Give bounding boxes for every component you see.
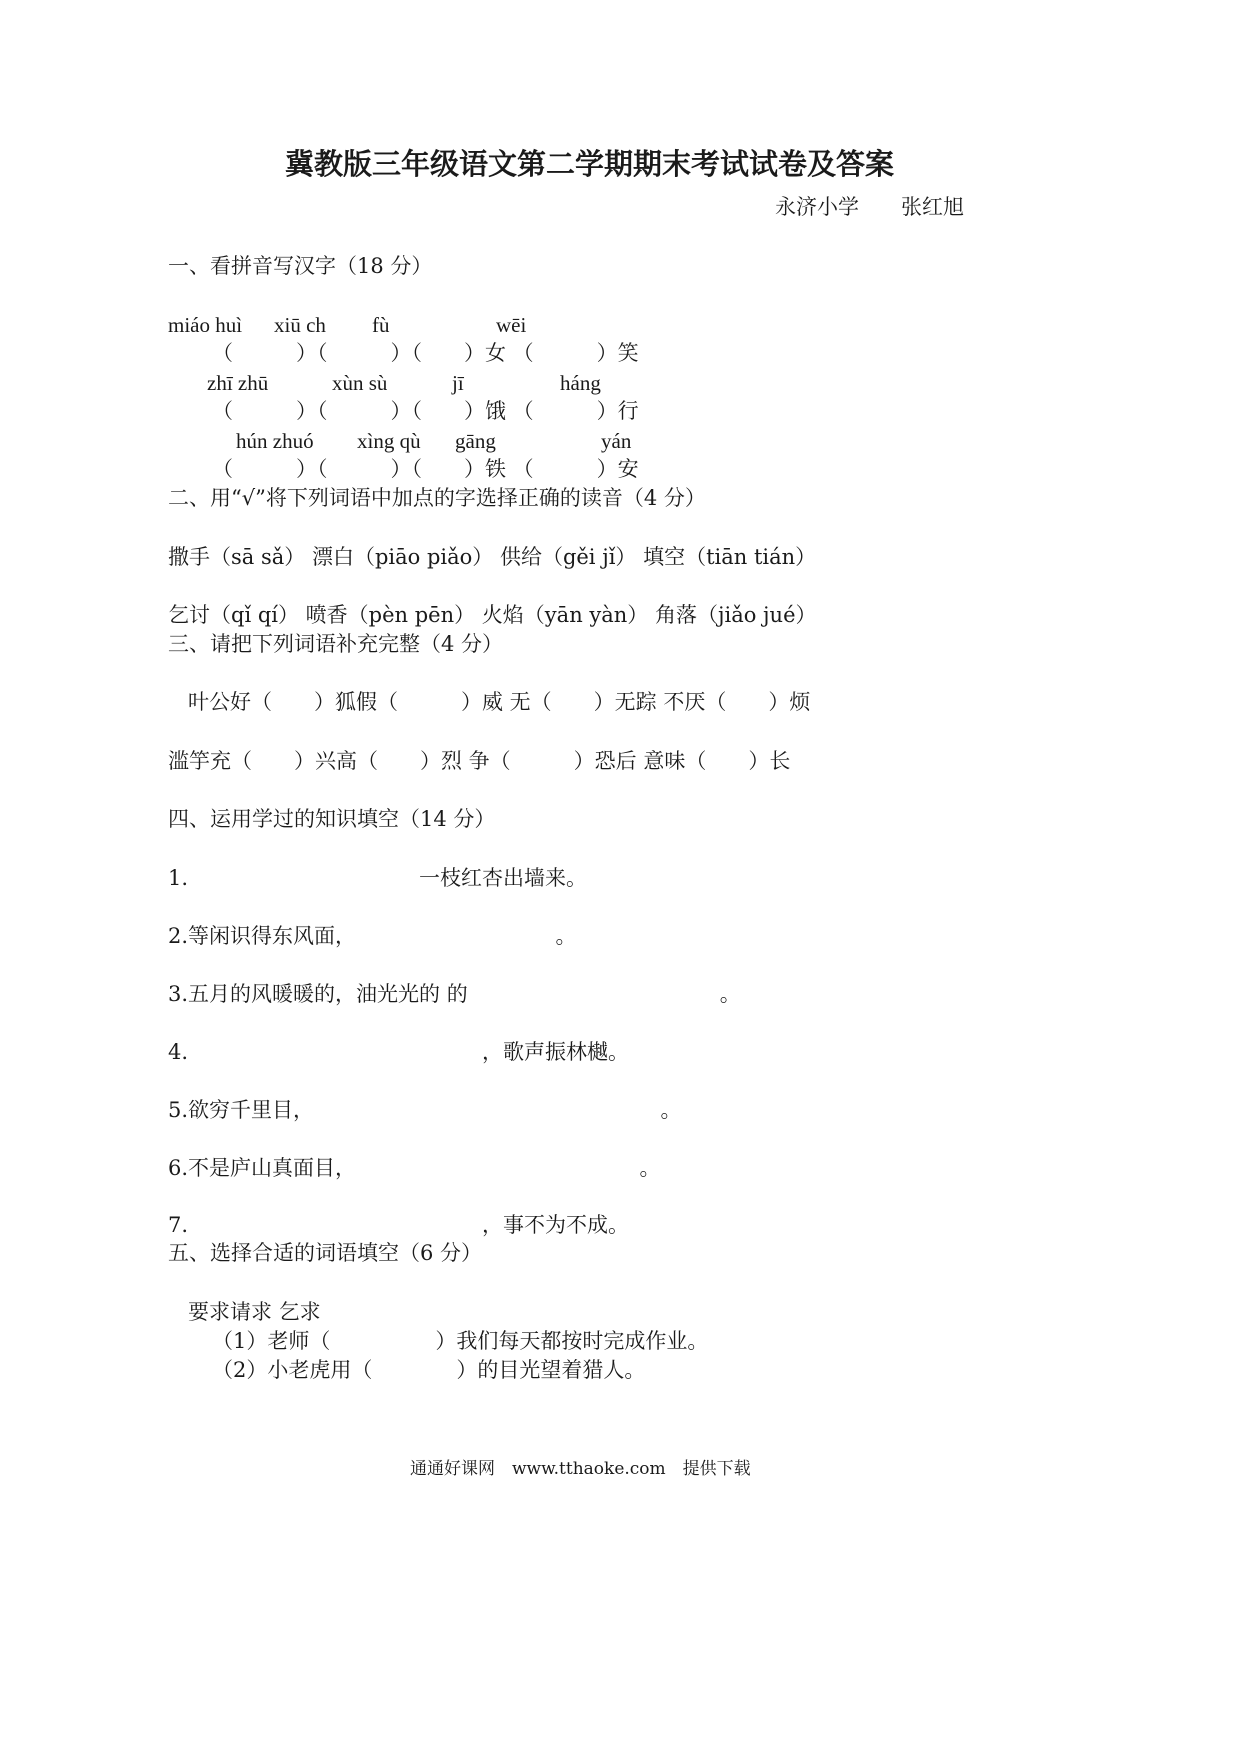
- fill-item[interactable]: 3.五月的风暖暖的，油光光的 的 。: [168, 982, 741, 1006]
- word-options: 要求请求 乞求: [188, 1300, 321, 1324]
- author-line: 永济小学 张红旭: [775, 195, 964, 219]
- idiom-line-2[interactable]: 滥竽充（ ）兴高（ ）烈 争（ ）恐后 意味（ ）长: [168, 749, 791, 773]
- pinyin-label: xiū ch: [274, 313, 326, 337]
- pinyin-label: gāng: [455, 429, 496, 453]
- section-5-heading: 五、选择合适的词语填空（6 分）: [168, 1241, 483, 1265]
- pronunciation-line-2[interactable]: 乞讨（qǐ qí） 喷香（pèn pēn） 火焰（yān yàn） 角落（jiǎo jué）: [168, 603, 817, 627]
- choice-question-1[interactable]: （1）老师（ ）我们每天都按时完成作业。: [212, 1329, 709, 1353]
- choice-question-2[interactable]: （2）小老虎用（ ）的目光望着猎人。: [212, 1358, 646, 1382]
- pinyin-label: xùn sù: [332, 371, 388, 395]
- section-2-heading: 二、用“√”将下列词语中加点的字选择正确的读音（4 分）: [168, 486, 706, 510]
- pronunciation-line-1[interactable]: 撒手（sā sǎ） 漂白（piāo piǎo） 供给（gěi jǐ） 填空（tiān tián）: [168, 545, 817, 569]
- answer-boxes-row-1[interactable]: （ ）（ ）（ ）女 （ ）笑: [212, 341, 639, 365]
- pinyin-label: jī: [452, 371, 464, 395]
- pinyin-label: hún zhuó: [236, 429, 314, 453]
- pinyin-label: xìng qù: [357, 429, 421, 453]
- pinyin-label: zhī zhū: [207, 371, 269, 395]
- section-3-heading: 三、请把下列词语补充完整（4 分）: [168, 632, 504, 656]
- pinyin-label: fù: [372, 313, 390, 337]
- pinyin-label: wēi: [496, 313, 527, 337]
- section-4-heading: 四、运用学过的知识填空（14 分）: [168, 807, 496, 831]
- fill-item[interactable]: 6.不是庐山真面目， 。: [168, 1156, 661, 1180]
- idiom-line-1[interactable]: 叶公好（ ）狐假（ ）威 无（ ）无踪 不厌（ ）烦: [188, 690, 811, 714]
- fill-item[interactable]: 7. ，事不为不成。: [168, 1213, 630, 1237]
- fill-item[interactable]: 1. 一枝红杏出墙来。: [168, 866, 588, 890]
- footer-source: 通通好课网 www.tthaoke.com 提供下载: [410, 1459, 751, 1479]
- pinyin-label: háng: [560, 371, 601, 395]
- pinyin-label: yán: [601, 429, 632, 453]
- fill-item[interactable]: 4. ，歌声振林樾。: [168, 1040, 630, 1064]
- fill-item[interactable]: 5.欲穷千里目， 。: [168, 1098, 682, 1122]
- page-title: 冀教版三年级语文第二学期期末考试试卷及答案: [285, 147, 895, 181]
- pinyin-label: miáo huì: [168, 313, 243, 337]
- section-1-heading: 一、看拼音写汉字（18 分）: [168, 254, 433, 278]
- answer-boxes-row-2[interactable]: （ ）（ ）（ ）饿 （ ）行: [212, 399, 639, 423]
- fill-item[interactable]: 2.等闲识得东风面， 。: [168, 924, 577, 948]
- answer-boxes-row-3[interactable]: （ ）（ ）（ ）铁 （ ）安: [212, 457, 639, 481]
